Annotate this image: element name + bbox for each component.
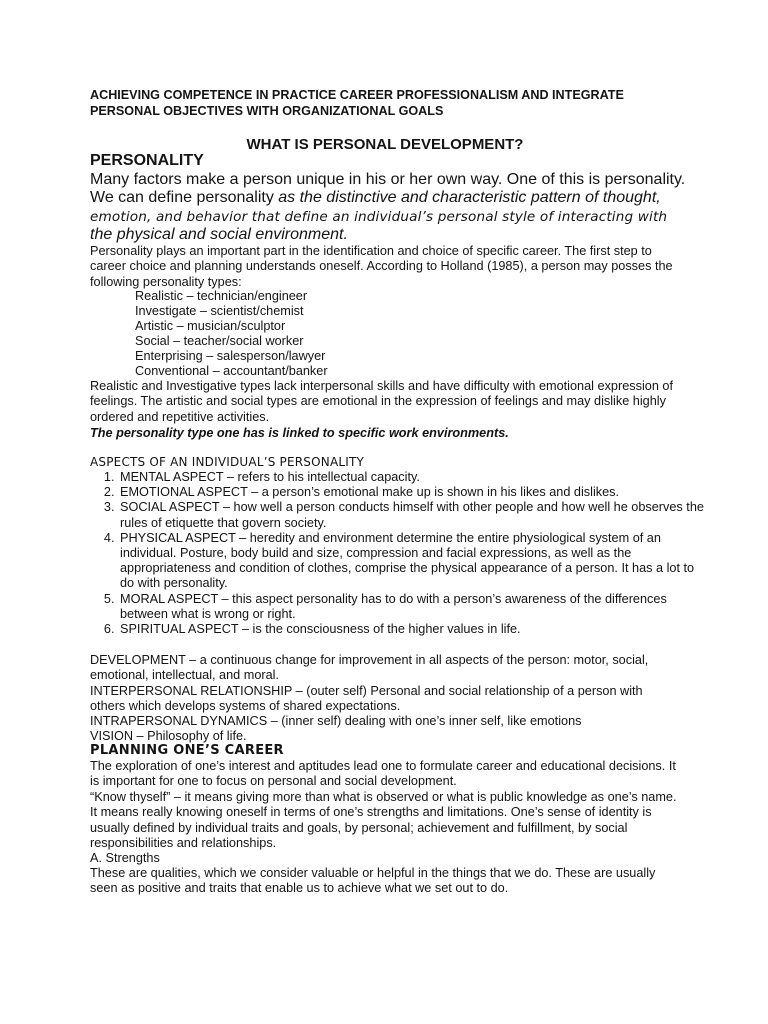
intro-paragraph: Personality plays an important part in the identification and choice of specific career. The first step to career choice and planning understands oneself. According to Holland (1985), a person may posses the following personality types:	[90, 244, 673, 289]
personality-type-item: Enterprising – salesperson/lawyer	[135, 349, 326, 363]
aspect-item: 2. EMOTIONAL ASPECT – a person’s emotional make up is shown in his likes and dislikes.	[118, 485, 708, 500]
lead-line-2-plain: We can define personality	[90, 189, 279, 207]
personality-type-item: Artistic – musician/sculptor	[135, 319, 286, 333]
personality-type-item: Conventional – accountant/banker	[135, 364, 328, 378]
strengths-paragraph: These are qualities, which we consider valuable or helpful in the things that we do. These are usually seen as positive and traits that enable us to achieve what we set out to do.	[90, 866, 656, 896]
aspects-heading: ASPECTS OF AN INDIVIDUAL’S PERSONALITY	[90, 455, 365, 469]
types-paragraph: Realistic and Investigative types lack interpersonal skills and have difficulty with emotional expression of feelings. The artistic and social types are emotional in the expression of feelings and may dislike highly ordered and repetitive activities.	[90, 379, 673, 424]
lead-line-2	[90, 189, 690, 207]
lead-line-2-italic: as the distinctive and characteristic pattern of thought,	[278, 189, 661, 207]
section-heading: WHAT IS PERSONAL DEVELOPMENT?	[246, 136, 524, 153]
personality-type-item: Social – teacher/social worker	[135, 334, 304, 348]
know-thyself-paragraph: “Know thyself” – it means giving more than what is observed or what is public knowledge as one’s name. It means really knowing oneself in terms of one’s strengths and limitations. One’s sense of identity is usually defined by individual traits and goals, by personal; achievement and fulfillment, by social responsibilities and relationships.	[90, 790, 677, 850]
aspect-item: 4. PHYSICAL ASPECT – heredity and environment determine the entire physiological system of an individual. Posture, body build and size, compression and facial expressions, as well as the appropriateness and condition of clothes, comprise the physical appearance of a person. It has a lot to do with personality.	[118, 531, 708, 592]
lead-line-3: emotion, and behavior that define an individual’s personal style of interacting with	[90, 208, 668, 225]
lead-line-1: Many factors make a person unique in his or her own way. One of this is personality.	[90, 171, 686, 188]
personality-type-item: Realistic – technician/engineer	[135, 289, 308, 303]
planning-heading: PLANNING ONE’S CAREER	[90, 743, 284, 758]
document-title-line-1: ACHIEVING COMPETENCE IN PRACTICE CAREER PROFESSIONALISM AND INTEGRATE	[90, 88, 624, 102]
interpersonal-paragraph: INTERPERSONAL RELATIONSHIP – (outer self) Personal and social relationship of a person with others which develops systems of shared expectations.	[90, 684, 643, 714]
document-title	[90, 88, 680, 119]
lead-line-4-italic: the physical and social environment.	[90, 225, 348, 243]
document-title-line-2: PERSONAL OBJECTIVES WITH ORGANIZATIONAL GOALS	[90, 103, 444, 118]
planning-paragraph: The exploration of one’s interest and aptitudes lead one to formulate career and educational decisions. It is important for one to focus on personal and social development.	[90, 759, 676, 789]
aspects-list	[90, 470, 708, 637]
emphasis-line: The personality type one has is linked to specific work environments.	[90, 426, 509, 440]
intrapersonal-paragraph: INTRAPERSONAL DYNAMICS – (inner self) dealing with one’s inner self, like emotions	[90, 714, 582, 728]
aspect-item: 1. MENTAL ASPECT – refers to his intellectual capacity.	[118, 470, 708, 485]
document-page	[90, 88, 704, 896]
personality-types-list	[135, 289, 328, 379]
aspect-item: 5. MORAL ASPECT – this aspect personality has to do with a person’s awareness of the differences between what is wrong or right.	[118, 592, 708, 622]
personality-type-item: Investigate – scientist/chemist	[135, 304, 304, 318]
personality-definition	[90, 171, 690, 244]
aspect-item: 3. SOCIAL ASPECT – how well a person conducts himself with other people and how well he observes the rules of etiquette that govern society.	[118, 500, 708, 530]
vision-paragraph: VISION – Philosophy of life.	[90, 729, 247, 743]
lead-line-4	[90, 226, 690, 244]
aspect-item: 6. SPIRITUAL ASPECT – is the consciousness of the higher values in life.	[118, 622, 708, 637]
strengths-label: A. Strengths	[90, 851, 160, 865]
personality-heading: PERSONALITY	[90, 152, 204, 169]
development-paragraph: DEVELOPMENT – a continuous change for improvement in all aspects of the person: motor, social, emotional, intellectual, and moral.	[90, 653, 649, 683]
